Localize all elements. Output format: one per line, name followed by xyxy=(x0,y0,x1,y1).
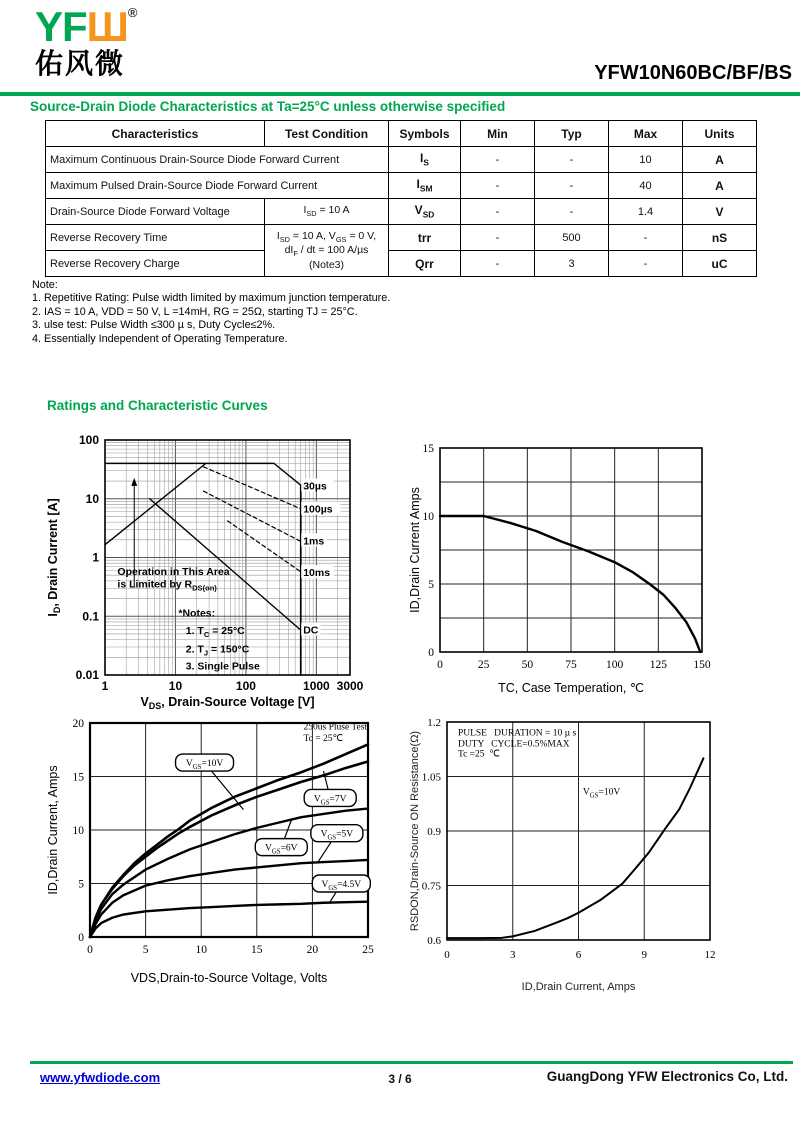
section-title-ratings-curves: Ratings and Characteristic Curves xyxy=(47,398,268,413)
x-axis-title: TC, Case Temperation, ℃ xyxy=(498,681,644,695)
chart-text: 0 xyxy=(437,659,443,671)
note-line: 3. ulse test: Pulse Width ≤300 µ s, Duty Cycle≤2%. xyxy=(32,319,276,332)
chart-text: 1000 xyxy=(303,679,330,693)
brand-logo xyxy=(35,3,137,79)
col-header-min: Min xyxy=(461,121,535,147)
chart-text: 6 xyxy=(575,949,582,961)
chart-text: PULSE DURATION = 10 µ s xyxy=(457,728,577,739)
chart-text: 15 xyxy=(72,771,84,784)
cell-min: - xyxy=(461,199,535,225)
rdson-vs-drain-current-chart xyxy=(405,708,750,1008)
chart-text: 20 xyxy=(72,718,84,730)
chart-text: 30µs xyxy=(303,480,327,493)
chart-text: 10ms xyxy=(303,567,331,580)
chart-text: 12 xyxy=(704,949,716,961)
x-axis-title: $V_{DS}$, Drain-Source Voltage [V] xyxy=(140,695,315,711)
chart-text: 10 xyxy=(168,679,183,693)
chart-text: 10 xyxy=(72,825,84,837)
chart-text: 1ms xyxy=(303,535,325,548)
chart-text: 100 xyxy=(78,433,99,447)
chart-text: $V_{GS}=10V$ xyxy=(582,787,621,800)
curve-vgs-4.5v xyxy=(90,902,368,937)
table-row xyxy=(46,173,757,199)
chart-text: 100µs xyxy=(303,503,333,516)
col-header-symbols: Symbols xyxy=(389,121,461,147)
cell-min: - xyxy=(461,147,535,173)
chart-text: 10 xyxy=(85,491,99,506)
table-row xyxy=(46,147,757,173)
chart-text: 1 xyxy=(92,550,99,565)
output-characteristics-chart xyxy=(40,712,400,997)
curve-rdson-vgs10v xyxy=(447,758,703,938)
cell-typ: - xyxy=(535,199,609,225)
chart-text: 0 xyxy=(428,647,434,659)
cell-symbol: Qrr xyxy=(389,251,461,277)
section-title-diode-characteristics: Source-Drain Diode Characteristics at Ta=25°C unless otherwise specified xyxy=(30,99,506,114)
arrowhead-icon xyxy=(131,478,137,486)
x-axis-title: VDS,Drain-to-Source Voltage, Volts xyxy=(130,971,328,985)
part-number-title: YFW10N60BC/BF/BS xyxy=(594,62,792,84)
note-line: Note: xyxy=(32,279,58,291)
chart-text: Tc =25 ℃ xyxy=(457,749,500,760)
chart-text: 25 xyxy=(362,944,374,956)
col-header-max: Max xyxy=(609,121,683,147)
chart-text: 250us Pluse Test xyxy=(303,722,368,733)
chart-text: 1.2 xyxy=(427,717,441,729)
cell-min: - xyxy=(461,251,535,277)
note-line: 2. IAS = 10 A, VDD = 50 V, L =14mH, RG = 25Ω, starting TJ = 25°C. xyxy=(32,305,358,318)
col-header-characteristics: Characteristics xyxy=(46,121,265,147)
chart-text: 1.05 xyxy=(421,771,441,784)
header-divider xyxy=(0,92,800,96)
table-row xyxy=(46,199,757,225)
table-row xyxy=(46,251,757,277)
cell-characteristics: Drain-Source Diode Forward Voltage xyxy=(46,199,265,225)
chart-text: 0 xyxy=(78,932,84,944)
cell-typ: 3 xyxy=(535,251,609,277)
y-axis-title: ID,Drain Current Amps xyxy=(408,487,422,613)
cell-units: V xyxy=(683,199,757,225)
cell-units: nS xyxy=(683,225,757,251)
cell-characteristics: Reverse Recovery Time xyxy=(46,225,265,251)
cell-typ: - xyxy=(535,147,609,173)
chart-text: 100 xyxy=(606,659,624,671)
page-number: 3 / 6 xyxy=(388,1072,412,1086)
chart-text: 75 xyxy=(565,659,577,671)
chart-text: Operation in This Area xyxy=(117,566,230,579)
chart-text: $V_{GS}=4.5V$ xyxy=(321,880,362,892)
col-header-units: Units xyxy=(683,121,757,147)
chart-text: 15 xyxy=(251,944,263,956)
chart-text: 50 xyxy=(521,659,534,671)
col-header-typ: Typ xyxy=(535,121,609,147)
cell-characteristics: Maximum Pulsed Drain-Source Diode Forward Current xyxy=(46,173,389,199)
chart-text: *Notes: xyxy=(178,607,216,620)
chart-grid xyxy=(105,440,350,675)
chart-text: 3. Single Pulse xyxy=(185,660,260,673)
company-name: GuangDong YFW Electronics Co, Ltd. xyxy=(546,1069,788,1084)
chart-text: 10 xyxy=(422,511,434,523)
chart-text: DC xyxy=(303,624,319,637)
chart-text: $V_{GS}=10V$ xyxy=(185,759,224,772)
cell-units: uC xyxy=(683,251,757,277)
chart-text: DUTY CYCLE=0.5%MAX xyxy=(457,739,570,750)
cell-max: 10 xyxy=(609,147,683,173)
curve-vgs-5v xyxy=(90,860,368,937)
cell-symbol: $I_{SM}$ xyxy=(389,173,461,199)
chart-text: 25 xyxy=(477,659,490,671)
x-axis-title: ID,Drain Current, Amps xyxy=(521,981,636,993)
chart-text: 5 xyxy=(142,944,149,956)
cell-max: - xyxy=(609,251,683,277)
y-axis-title: RSDON,Drain-Source ON Resistance(Ω) xyxy=(409,730,421,932)
chart-text: 3 xyxy=(510,949,516,961)
curve-10ms xyxy=(228,521,301,572)
chart-text: 5 xyxy=(428,579,434,591)
soa-chart xyxy=(35,418,400,718)
diode-characteristics-table xyxy=(45,120,757,277)
chart-text: 0 xyxy=(87,944,93,956)
y-axis-title: ID,Drain Current, Amps xyxy=(46,765,60,895)
registered-trademark-icon: ® xyxy=(127,5,137,20)
cell-max: 1.4 xyxy=(609,199,683,225)
chart-text: 1 xyxy=(101,679,109,693)
note-line: 4. Essentially Independent of Operating Temperature. xyxy=(32,332,288,345)
y-axis-title: $I_D$, Drain Current [A] xyxy=(46,498,62,617)
notes-list xyxy=(32,279,390,346)
chart-text: Tc = 25℃ xyxy=(303,734,344,745)
website-link[interactable]: www.yfwdiode.com xyxy=(40,1070,161,1085)
chart-text: is Limited by $R_{DS(on)}$ xyxy=(117,578,217,593)
note-line: 1. Repetitive Rating: Pulse width limited by maximum junction temperature. xyxy=(32,292,391,305)
cell-symbol: $V_{SD}$ xyxy=(389,199,461,225)
chart-text: 0.1 xyxy=(82,609,99,624)
cell-symbol: $I_S$ xyxy=(389,147,461,173)
cell-min: - xyxy=(461,225,535,251)
chart-text: 0.9 xyxy=(427,826,441,838)
chart-text: 10 xyxy=(195,944,207,956)
chart-text: 3000 xyxy=(336,679,364,693)
logo-chinese-name: 佑风微 xyxy=(35,48,126,79)
chart-text: 20 xyxy=(306,944,319,956)
cell-typ: 500 xyxy=(535,225,609,251)
cell-units: A xyxy=(683,173,757,199)
chart-text: 1. $T_C = 25^\circ C$ xyxy=(185,624,245,639)
chart-text: 125 xyxy=(649,659,667,671)
footer-divider xyxy=(30,1061,793,1064)
chart-text: 0.01 xyxy=(75,668,99,682)
cell-test-condition: $I_{SD} = 10$ A, $V_{GS} = 0$ V, $dI_F$ / dt = 100 A/µs (Note3) xyxy=(265,225,389,277)
cell-min: - xyxy=(461,173,535,199)
cell-characteristics: Maximum Continuous Drain-Source Diode Forward Current xyxy=(46,147,389,173)
logo-yf-text: YF xyxy=(35,3,87,50)
chart-text: 9 xyxy=(641,949,647,961)
cell-units: A xyxy=(683,147,757,173)
chart-text: 150 xyxy=(693,659,711,671)
logo-wordmark xyxy=(35,3,137,50)
chart-text: 2. $T_J = 150^\circ C$ xyxy=(185,643,250,658)
cell-typ: - xyxy=(535,173,609,199)
table-header-row xyxy=(46,121,757,147)
table-row xyxy=(46,225,757,251)
chart-text: 100 xyxy=(235,679,256,693)
chart-grid xyxy=(440,448,702,652)
chart-text: 15 xyxy=(422,443,434,455)
chart-text: $V_{GS}=5V$ xyxy=(320,829,354,842)
drain-current-vs-case-temperature-chart xyxy=(403,420,743,700)
cell-symbol: trr xyxy=(389,225,461,251)
chart-text: 0.75 xyxy=(421,880,441,893)
col-header-test-condition: Test Condition xyxy=(265,121,389,147)
chart-text: $V_{GS}=6V$ xyxy=(264,843,298,856)
chart-text: 5 xyxy=(78,878,84,891)
cell-max: - xyxy=(609,225,683,251)
chart-text: 0 xyxy=(444,949,450,961)
cell-max: 40 xyxy=(609,173,683,199)
chart-text: 0.6 xyxy=(427,935,441,947)
cell-characteristics: Reverse Recovery Charge xyxy=(46,251,265,277)
cell-test-condition: $I_{SD} = 10$ A xyxy=(265,199,389,225)
logo-w-glyph: Ш xyxy=(86,3,128,50)
chart-text: $V_{GS}=7V$ xyxy=(313,794,347,807)
